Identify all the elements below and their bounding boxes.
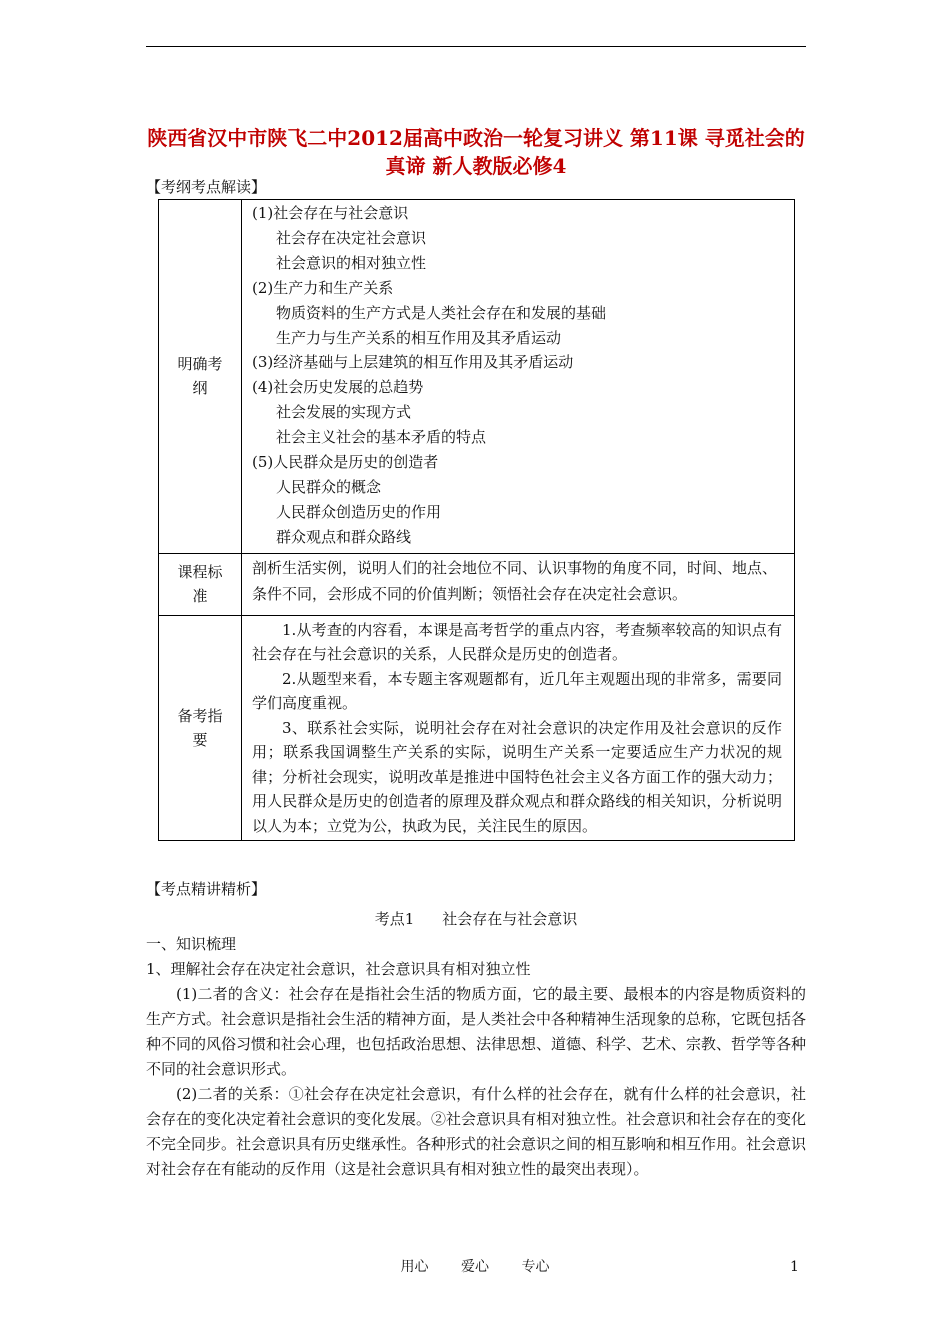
outline-list: [242, 200, 794, 553]
kp-label: 考点1: [374, 910, 415, 928]
document-title: 陕西省汉中市陕飞二中2012届高中政治一轮复习讲义 第11课 寻觅社会的真谛 新人教版必修4: [147, 126, 805, 178]
outline-item: 人民群众创造历史的作用: [276, 502, 442, 521]
section-label-analysis: 【考点精讲精析】: [146, 880, 267, 898]
outline-item: 群众观点和群众路线: [276, 527, 412, 546]
kp-heading: [146, 908, 806, 930]
outline-item: (4)社会历史发展的总趋势: [252, 378, 424, 397]
outline-item: (2)生产力和生产关系: [252, 278, 394, 297]
guide-paragraph: 1.从考查的内容看，本课是高考哲学的重点内容，考查频率较高的知识点有社会存在与社会意识的关系，人民群众是历史的创造者。: [252, 620, 782, 664]
kp-name: 社会存在与社会意识: [442, 910, 578, 928]
footer-text: 用心: [400, 1259, 429, 1275]
body-paragraph: (1)二者的含义：社会存在是指社会生活的物质方面，它的最主要、最根本的内容是物质资料的生产方式。社会意识是指社会生活的精神方面，是人类社会中各种精神生活现象的总称，它既包括各种不同的风俗习惯和社会心理，也包括政治思想、法律思想、道德、科学、艺术、宗教、哲学等各种不同的社会意识形式。: [146, 985, 807, 1078]
outline-item: 社会意识的相对独立性: [276, 253, 427, 272]
outline-item: (3)经济基础与上层建筑的相互作用及其矛盾运动: [252, 353, 574, 372]
outline-item: (1)社会存在与社会意识: [252, 204, 409, 222]
page-number: 1: [790, 1259, 799, 1275]
row-header: 课程标准: [177, 563, 223, 606]
standard-text: 剖析生活实例，说明人们的社会地位不同、认识事物的角度不同，时间、地点、条件不同，会形成不同的价值判断；领悟社会存在决定社会意识。: [252, 558, 778, 603]
guide-paragraph: 2.从题型来看，本专题主客观题都有，近几年主观题出现的非常多，需要同学们高度重视。: [252, 669, 782, 713]
body-paragraph: (2)二者的关系：①社会存在决定社会意识，有什么样的社会存在，就有什么样的社会意识，社会存在的变化决定着社会意识的变化发展。②社会意识具有相对独立性。社会意识和社会存在的变化不完全同步。社会意识具有历史继承性。各种形式的社会意识之间的相互影响和相互作用。社会意识对社会存在有能动的反作用（这是社会意识具有相对独立性的最突出表现）。: [146, 1085, 807, 1178]
guide-paragraph: 3、联系社会实际，说明社会存在对社会意识的决定作用及社会意识的反作用；联系我国调整生产关系的实际，说明生产关系一定要适应生产力状况的规律；分析社会现实，说明改革是推进中国特色社会主义各方面工作的强大动力；用人民群众是历史的创造者的原理及群众观点和群众路线的相关知识，分析说明以人为本；立党为公，执政为民，关注民生的原因。: [252, 718, 782, 835]
outline-content-cell: [242, 200, 795, 554]
guide-content-cell: [242, 615, 795, 841]
row-header: 明确考纲: [177, 355, 223, 398]
body-section: [146, 932, 806, 1182]
outline-item: 社会存在决定社会意识: [276, 228, 427, 247]
footer-text: 专心: [521, 1259, 550, 1275]
header-rule: [146, 46, 806, 47]
outline-table: [158, 199, 795, 841]
outline-item: 社会主义社会的基本矛盾的特点: [276, 428, 487, 447]
row-header-cell: [159, 615, 242, 841]
row-header: 备考指要: [177, 706, 223, 749]
footer-text: 爱心: [461, 1259, 489, 1275]
outline-item: 人民群众的概念: [276, 477, 382, 496]
outline-item: (5)人民群众是历史的创造者: [252, 453, 439, 472]
standard-content-cell: [242, 553, 795, 615]
table-row-standard: [159, 553, 795, 615]
outline-item: 社会发展的实现方式: [276, 403, 412, 422]
section-label-outline: 【考纲考点解读】: [146, 178, 267, 196]
outline-item: 物质资料的生产方式是人类社会存在和发展的基础: [276, 303, 607, 322]
table-row-outline: [159, 200, 795, 554]
outline-item: 生产力与生产关系的相互作用及其矛盾运动: [276, 328, 562, 347]
knowledge-heading: 一、知识梳理: [146, 935, 237, 953]
table-row-guide: [159, 615, 795, 841]
row-header-cell: [159, 200, 242, 554]
row-header-cell: [159, 553, 242, 615]
point-heading: 1、理解社会存在决定社会意识，社会意识具有相对独立性: [146, 960, 531, 978]
footer-slogan: [0, 1257, 950, 1277]
